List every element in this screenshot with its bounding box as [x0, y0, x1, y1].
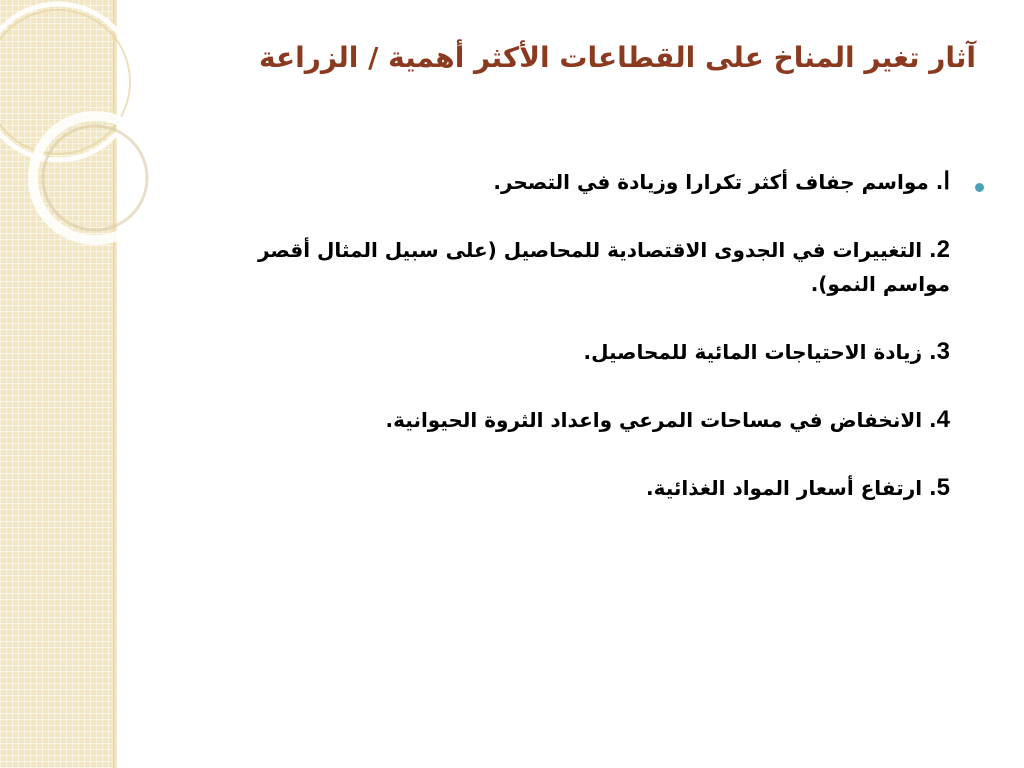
item-text: . التغييرات في الجدوى الاقتصادية للمحاصيل (على سبيل المثال أقصر مواسم النمو).	[257, 238, 950, 296]
list-item	[224, 471, 950, 505]
item-text: . الانخفاض في مساحات المرعي واعداد الثروة الحيوانية.	[385, 408, 937, 432]
item-number: 4	[936, 406, 950, 433]
decorative-ring-lower-shade	[43, 126, 147, 230]
list-item	[224, 403, 950, 437]
item-number: 2	[936, 236, 950, 263]
list-item	[224, 233, 950, 301]
decorative-ring-upper-shade	[0, 10, 130, 154]
item-number: 3	[936, 338, 950, 365]
item-number: 5	[936, 474, 950, 501]
item-text: . ارتفاع أسعار المواد الغذائية.	[646, 476, 937, 500]
list-item	[224, 335, 950, 369]
list-item	[224, 165, 950, 199]
item-text: . مواسم جفاف أكثر تكرارا وزيادة في التصحر.	[493, 170, 944, 194]
decorative-rings	[0, 0, 180, 260]
items-list	[224, 165, 950, 505]
content-area	[224, 165, 984, 539]
decorative-ring-lower	[33, 116, 157, 240]
item-text: . زيادة الاحتياجات المائية للمحاصيل.	[583, 340, 937, 364]
bullet-icon	[975, 183, 984, 192]
slide-title: آثار تغير المناخ على القطاعات الأكثر أهمية / الزراعة	[259, 41, 976, 74]
decorative-ring-upper	[0, 4, 136, 160]
item-number: ا	[943, 168, 950, 195]
